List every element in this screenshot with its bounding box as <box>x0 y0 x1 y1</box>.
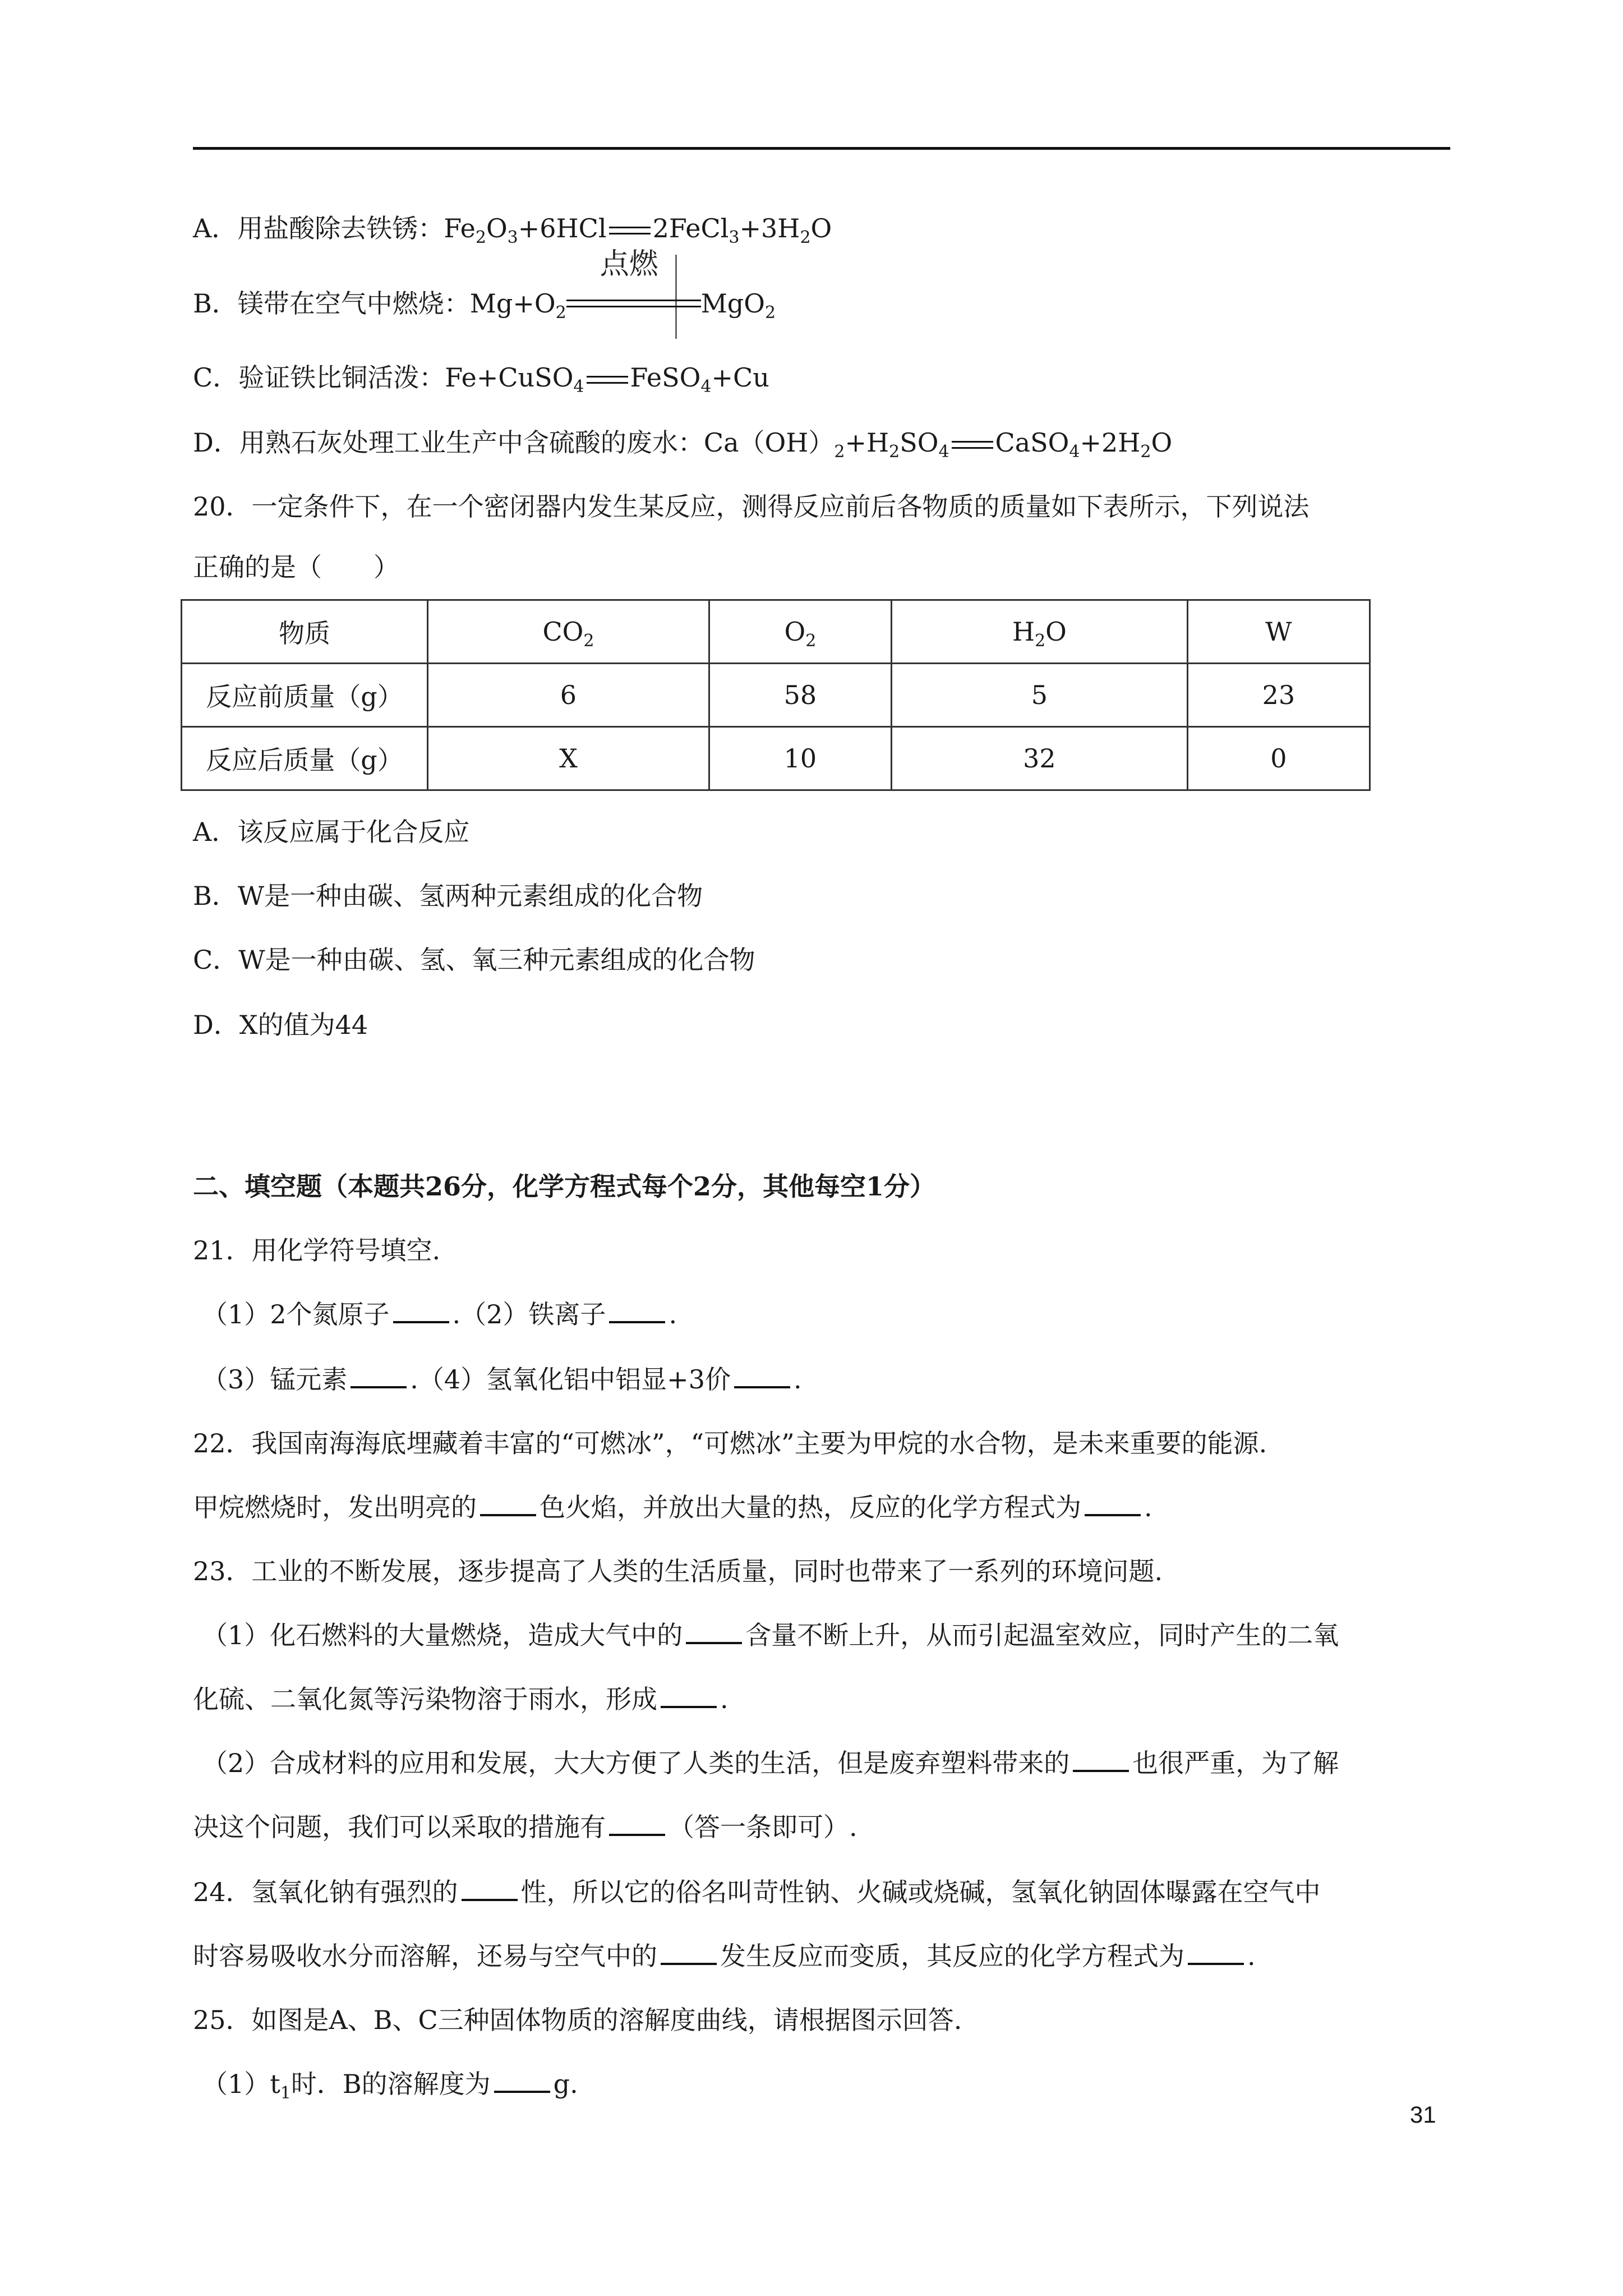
q23-part2-line2: 决这个问题，我们可以采取的措施有 （答一条即可）. <box>193 1810 857 1844</box>
header-rule <box>193 147 1450 150</box>
table-header-cell: $CO_2$ <box>428 600 709 664</box>
table-header-row <box>182 600 1370 664</box>
q19-option-a: A．用盐酸除去铁锈：$Fe_2O_3+6HCl$ $2FeCl_3+3H_2O$ <box>193 213 832 247</box>
section-heading: 二、填空题（本题共26分，化学方程式每个2分，其他每空1分） <box>193 1171 936 1202</box>
q22-line2: 甲烷燃烧时，发出明亮的 色火焰，并放出大量的热，反应的化学方程式为 . <box>193 1490 1152 1525</box>
q25-stem: 25．如图是A、B、C三种固体物质的溶解度曲线，请根据图示回答. <box>193 2005 962 2035</box>
answer-blank[interactable] <box>661 1939 717 1965</box>
q21-line2: （3）锰元素 .（4）氢氧化铝中铝显+3价 . <box>202 1362 802 1397</box>
ignition-condition-sign <box>566 247 701 321</box>
answer-blank[interactable] <box>1188 1939 1244 1965</box>
q20-option-a: A．该反应属于化合反应 <box>193 817 470 847</box>
answer-blank[interactable] <box>494 2067 550 2093</box>
answer-blank[interactable] <box>686 1618 742 1644</box>
answer-blank[interactable] <box>1085 1490 1141 1516</box>
answer-blank[interactable] <box>462 1875 518 1901</box>
page-number: 31 <box>1410 2101 1436 2128</box>
equals-sign <box>587 376 628 384</box>
table-header-cell: W <box>1187 600 1370 664</box>
table-cell: X <box>428 727 709 790</box>
answer-blank[interactable] <box>734 1363 790 1388</box>
table-header-cell: $O_2$ <box>709 600 891 664</box>
q24-line2: 时容易吸收水分而溶解，还易与空气中的 发生反应而变质，其反应的化学方程式为 . <box>193 1939 1256 1973</box>
answer-blank[interactable] <box>609 1810 665 1836</box>
equals-sign <box>952 441 993 449</box>
mass-table <box>181 599 1371 791</box>
q20-option-c: C．W是一种由碳、氢、氧三种元素组成的化合物 <box>193 945 755 975</box>
answer-blank[interactable] <box>661 1682 717 1708</box>
q21-stem: 21．用化学符号填空. <box>193 1235 441 1266</box>
equals-sign <box>609 227 651 234</box>
answer-blank[interactable] <box>393 1297 449 1323</box>
q20-option-b: B．W是一种由碳、氢两种元素组成的化合物 <box>193 881 703 911</box>
answer-blank[interactable] <box>351 1363 407 1388</box>
table-cell: 58 <box>709 664 891 727</box>
q23-part2-line1: （2）合成材料的应用和发展，大大方便了人类的生活，但是废弃塑料带来的 也很严重，为了解 <box>202 1746 1339 1780</box>
table-cell: 0 <box>1187 727 1370 790</box>
condition-equals <box>566 300 701 307</box>
q23-part1-line1: （1）化石燃料的大量燃烧，造成大气中的 含量不断上升，从而引起温室效应，同时产生的二氧 <box>202 1618 1339 1653</box>
q23-part1-line2: 化硫、二氧化氮等污染物溶于雨水，形成 . <box>193 1682 728 1717</box>
table-cell: 反应前质量（g） <box>182 664 428 727</box>
table-cell: 23 <box>1187 664 1370 727</box>
q21-line1: （1）2个氮原子 .（2）铁离子 . <box>202 1297 677 1332</box>
q24-line1: 24．氢氧化钠有强烈的 性，所以它的俗名叫苛性钠、火碱或烧碱，氢氧化钠固体曝露在空气中 <box>193 1875 1321 1910</box>
table-cell: 反应后质量（g） <box>182 727 428 790</box>
table-row <box>182 664 1370 727</box>
table-cell: 6 <box>428 664 709 727</box>
q19-option-d: D．用熟石灰处理工业生产中含硫酸的废水：$Ca(OH)_2+H_2SO_4$ $CaSO_4+2H_2O$ <box>193 427 1173 462</box>
q22-line1: 22．我国南海海底埋藏着丰富的“可燃冰”，“可燃冰”主要为甲烷的水合物，是未来重要的能源. <box>193 1428 1267 1458</box>
q20-stem-line2: 正确的是（ ） <box>193 552 399 582</box>
answer-blank[interactable] <box>480 1490 536 1516</box>
answer-blank[interactable] <box>1073 1746 1129 1772</box>
q20-option-d: D．X的值为44 <box>193 1010 368 1040</box>
table-header-cell: 物质 <box>182 600 428 664</box>
condition-label: 点燃 <box>600 247 658 281</box>
table-cell: 32 <box>891 727 1187 790</box>
q19-option-c: C．验证铁比铜活泼：Fe+CuSO$_4$ FeSO$_4$+Cu <box>193 362 769 397</box>
table-header-cell: $H_2O$ <box>891 600 1187 664</box>
q19-option-b: B．镁带在空气中燃烧：$Mg+O_2$ 点燃 MgO$_2$ <box>193 286 776 321</box>
q25-part1: $(1)t_1$时．B的溶解度为 g. <box>202 2067 578 2101</box>
table-row <box>182 727 1370 790</box>
table-cell: 10 <box>709 727 891 790</box>
table-cell: 5 <box>891 664 1187 727</box>
q23-stem: 23．工业的不断发展，逐步提高了人类的生活质量，同时也带来了一系列的环境问题. <box>193 1556 1163 1586</box>
q20-stem-line1: 20．一定条件下，在一个密闭器内发生某反应，测得反应前后各物质的质量如下表所示，下列说法 <box>193 491 1310 522</box>
answer-blank[interactable] <box>609 1297 665 1323</box>
